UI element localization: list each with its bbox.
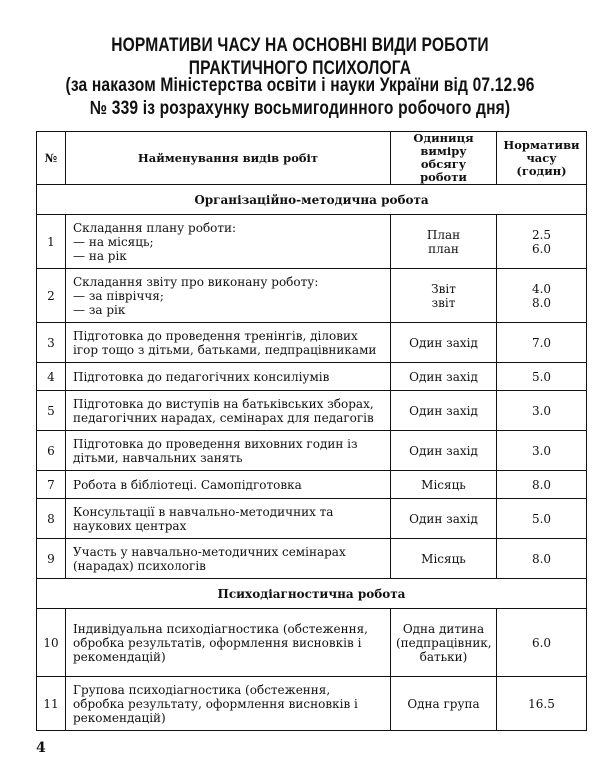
table-row: [37, 269, 587, 323]
row-name: Складання плану роботи: — на місяць; — на рік: [66, 215, 391, 269]
table-header-row: [37, 132, 587, 185]
row-name: Складання звіту про виконану роботу: — за півріччя; — за рік: [66, 269, 391, 323]
row-unit: Один захід: [391, 499, 497, 539]
table-row: [37, 323, 587, 363]
table-row: [37, 215, 587, 269]
row-name: Робота в бібліотеці. Самопідготовка: [66, 471, 391, 499]
row-name: Підготовка до проведення тренінгів, ділових ігор тощо з дітьми, батьками, педпрацівниками: [66, 323, 391, 363]
row-norm: 7.0: [497, 323, 587, 363]
row-name: Підготовка до проведення виховних годин із дітьми, навчальних занять: [66, 431, 391, 471]
header-name: Найменування видів робіт: [66, 132, 391, 185]
table-row: [37, 391, 587, 431]
page-title-line-2: ПРАКТИЧНОГО ПСИХОЛОГА: [188, 58, 412, 79]
row-unit: Звіт звіт: [391, 269, 497, 323]
table-row: [37, 499, 587, 539]
row-num: 8: [37, 499, 66, 539]
row-norm: 8.0: [497, 471, 587, 499]
section-title: Психодіагностична робота: [37, 579, 587, 609]
row-norm: 16.5: [497, 677, 587, 731]
section-row-organizational: [37, 185, 587, 215]
page-title-line-1: НОРМАТИВИ ЧАСУ НА ОСНОВНІ ВИДИ РОБОТИ: [111, 35, 489, 56]
row-unit: Один захід: [391, 431, 497, 471]
row-name: Індивідуальна психодіагностика (обстеження, обробка результатів, оформлення висновків і рекомендацій): [66, 609, 391, 677]
row-unit: Один захід: [391, 363, 497, 391]
row-name: Підготовка до педагогічних консиліумів: [66, 363, 391, 391]
row-unit: Один захід: [391, 391, 497, 431]
row-num: 2: [37, 269, 66, 323]
row-name: Участь у навчально-методичних семінарах (нарадах) психологів: [66, 539, 391, 579]
row-name: Підготовка до виступів на батьківських зборах, педагогічних нарадах, семінарах для педагогів: [66, 391, 391, 431]
row-norm: 3.0: [497, 431, 587, 471]
table-row: [37, 677, 587, 731]
row-unit: Одна дитина (педпрацівник, батьки): [391, 609, 497, 677]
row-num: 6: [37, 431, 66, 471]
row-name: Групова психодіагностика (обстеження, обробка результату, оформлення висновків і рекомендацій): [66, 677, 391, 731]
row-num: 3: [37, 323, 66, 363]
row-norm: 5.0: [497, 499, 587, 539]
norms-table: [36, 131, 587, 731]
row-norm: 4.0 8.0: [497, 269, 587, 323]
row-name: Консультації в навчально-методичних та наукових центрах: [66, 499, 391, 539]
row-num: 7: [37, 471, 66, 499]
row-num: 9: [37, 539, 66, 579]
page-number: 4: [36, 740, 46, 756]
table-row: [37, 431, 587, 471]
header-unit: Одиниця виміру обсягу роботи: [391, 132, 497, 185]
row-norm: 8.0: [497, 539, 587, 579]
row-unit: Місяць: [391, 539, 497, 579]
table-row: [37, 363, 587, 391]
row-norm: 2.5 6.0: [497, 215, 587, 269]
header-norm: Нормативи часу (годин): [497, 132, 587, 185]
row-unit: Місяць: [391, 471, 497, 499]
row-num: 1: [37, 215, 66, 269]
header-num: №: [37, 132, 66, 185]
section-title: Організаційно-методична робота: [37, 185, 587, 215]
table-row: [37, 539, 587, 579]
section-row-psychodiagnostic: [37, 579, 587, 609]
row-unit: План план: [391, 215, 497, 269]
row-norm: 5.0: [497, 363, 587, 391]
page-subtitle-line-1: (за наказом Міністерства освіти і науки України від 07.12.96: [65, 75, 535, 96]
table-row: [37, 471, 587, 499]
row-num: 5: [37, 391, 66, 431]
table-row: [37, 609, 587, 677]
row-unit: Один захід: [391, 323, 497, 363]
page-subtitle-line-2: № 339 із розрахунку восьмигодинного робочого дня): [89, 98, 511, 119]
row-num: 4: [37, 363, 66, 391]
row-unit: Одна група: [391, 677, 497, 731]
row-num: 11: [37, 677, 66, 731]
row-num: 10: [37, 609, 66, 677]
row-norm: 3.0: [497, 391, 587, 431]
row-norm: 6.0: [497, 609, 587, 677]
